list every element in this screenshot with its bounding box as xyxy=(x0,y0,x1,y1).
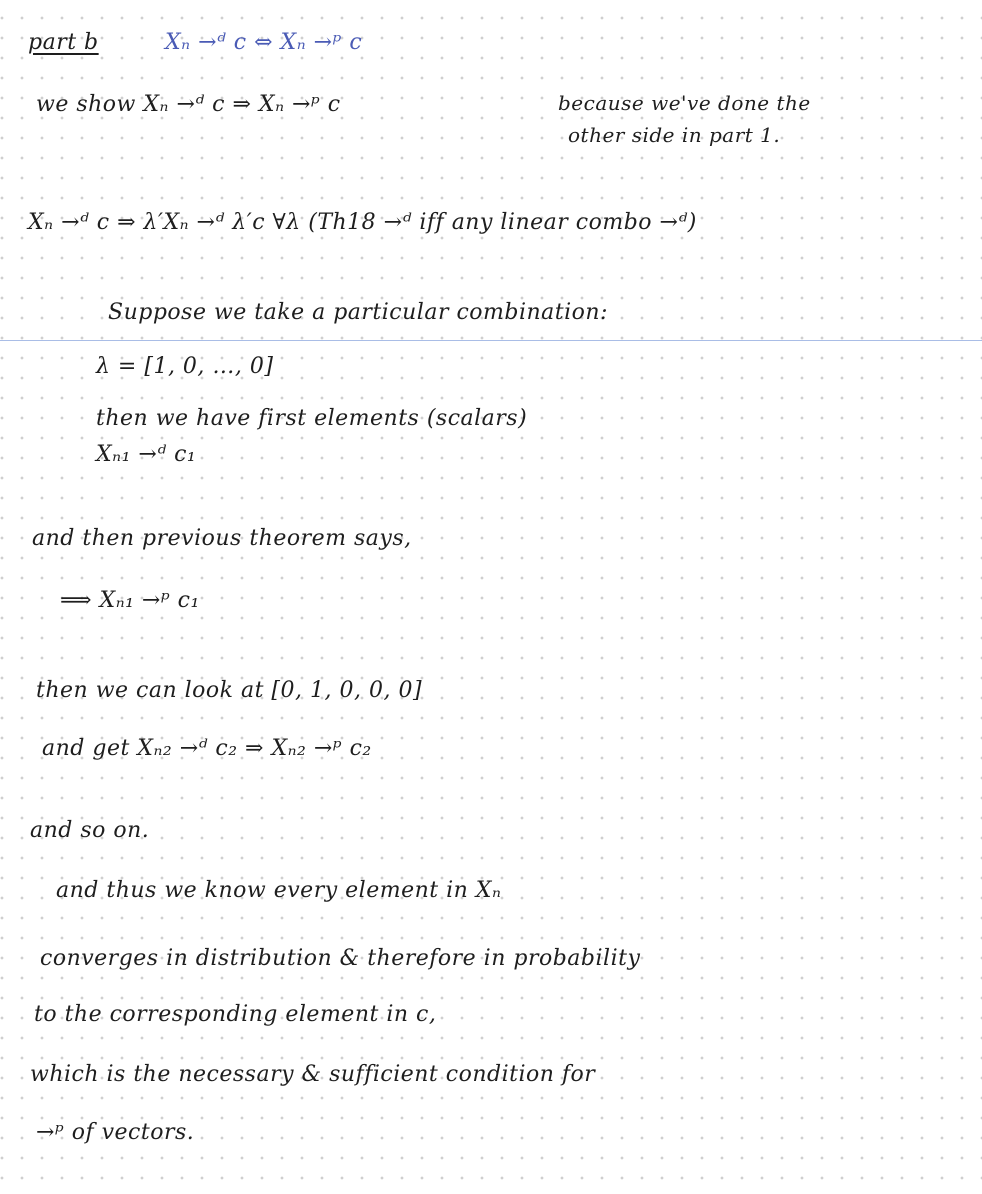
part-label: part b xyxy=(28,30,99,55)
and-so-on-line: and so on. xyxy=(30,818,150,843)
we-show-line: we show Xₙ →ᵈ c ⇒ Xₙ →ᵖ c xyxy=(36,92,341,117)
first-element-probability: ⟹ Xₙ₁ →ᵖ c₁ xyxy=(60,588,200,613)
conclusion-line-4: which is the necessary & sufficient condition for xyxy=(30,1062,596,1087)
suppose-line: Suppose we take a particular combination: xyxy=(108,300,608,325)
lambda-definition: λ = [1, 0, …, 0] xyxy=(96,354,274,379)
side-note-line-2: other side in part 1. xyxy=(568,123,781,147)
second-element-line: and get Xₙ₂ →ᵈ c₂ ⇒ Xₙ₂ →ᵖ c₂ xyxy=(42,736,372,761)
conclusion-line-1: and thus we know every element in Xₙ xyxy=(56,878,502,903)
part-statement: Xₙ →ᵈ c ⇔ Xₙ →ᵖ c xyxy=(165,30,363,55)
side-note-line-1: because we've done the xyxy=(558,91,811,115)
first-element-convergence: Xₙ₁ →ᵈ c₁ xyxy=(96,442,197,467)
linear-combination-line: Xₙ →ᵈ c ⇒ λ′Xₙ →ᵈ λ′c ∀λ (Th18 →ᵈ iff any linear combo →ᵈ) xyxy=(28,210,697,235)
conclusion-line-5: →ᵖ of vectors. xyxy=(36,1120,195,1145)
previous-theorem-line: and then previous theorem says, xyxy=(32,526,412,551)
then-look-line: then we can look at [0, 1, 0, 0, 0] xyxy=(36,678,423,703)
conclusion-line-3: to the corresponding element in c, xyxy=(34,1002,437,1027)
then-first-elements-line: then we have first elements (scalars) xyxy=(96,406,528,431)
conclusion-line-2: converges in distribution & therefore in probability xyxy=(40,946,641,971)
page-break-line xyxy=(0,340,982,341)
